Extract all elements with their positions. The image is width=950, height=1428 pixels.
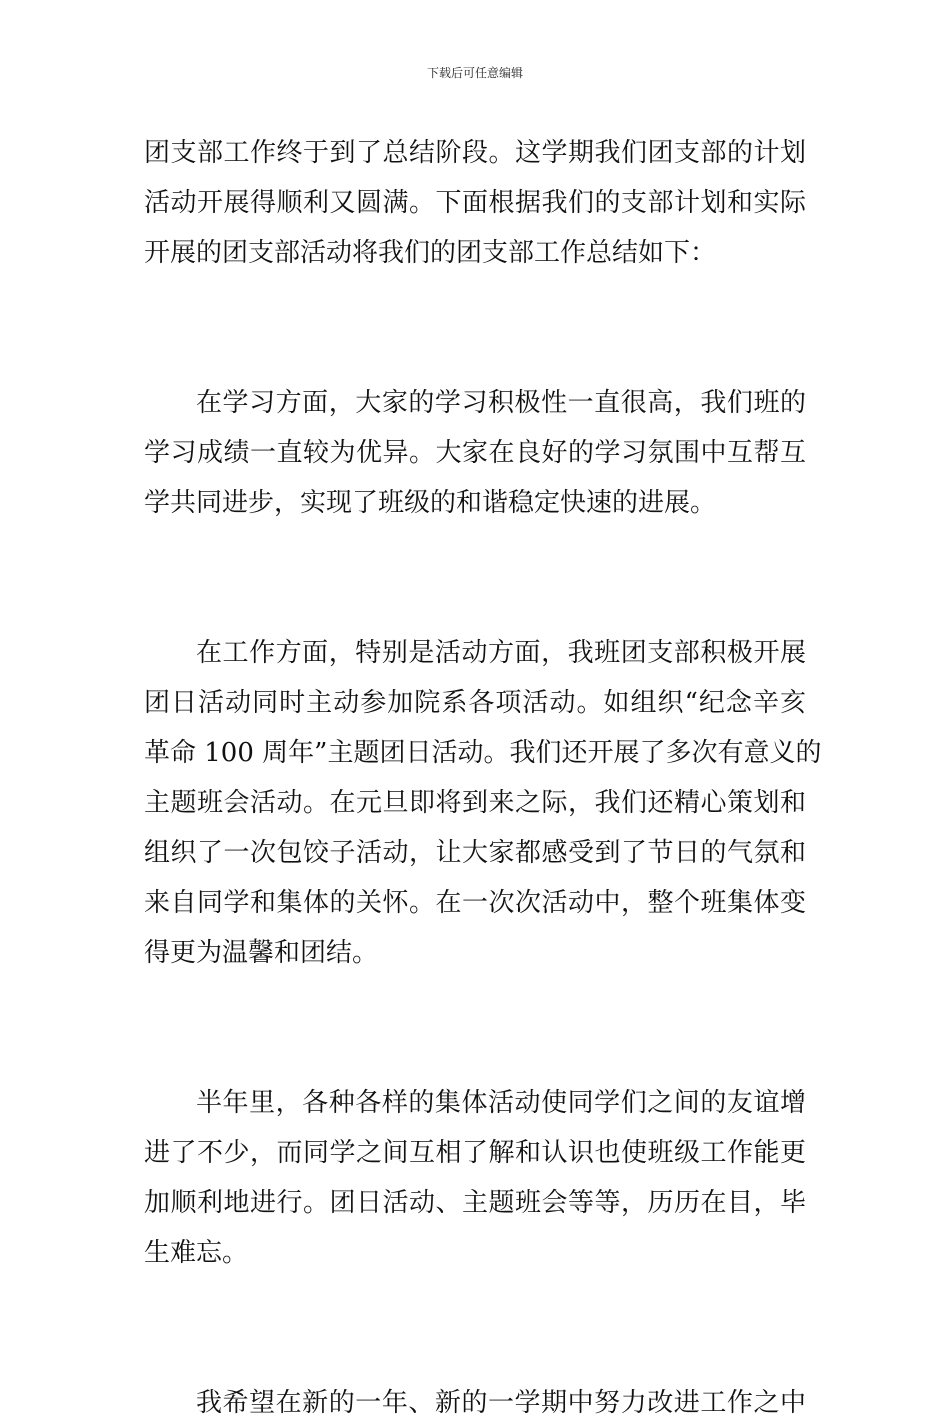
text-line: 加顺利地进行。团日活动、主题班会等等，历历在目，毕 [144,1188,806,1218]
document-body [144,128,822,1428]
text-line: 开展的团支部活动将我们的团支部工作总结如下： [144,238,717,268]
header-note: 下载后可任意编辑 [426,66,523,80]
text-line: 主题班会活动。在元旦即将到来之际，我们还精心策划和 [144,788,806,818]
text-line: 半年里，各种各样的集体活动使同学们之间的友谊增 [196,1088,806,1118]
paragraph-work [144,628,822,978]
paragraph-spacer [144,1278,806,1378]
paragraph-friendship [144,1078,806,1278]
text-line: 进了不少，而同学之间互相了解和认识也使班级工作能更 [144,1138,806,1168]
text-line: 革命 100 周年”主题团日活动。我们还开展了多次有意义的 [144,738,822,768]
text-line: 在学习方面，大家的学习积极性一直很高，我们班的 [196,388,806,418]
text-line: 学习成绩一直较为优异。大家在良好的学习氛围中互帮互 [144,438,806,468]
paragraph-spacer [144,278,806,378]
paragraph-study [144,378,806,528]
text-line: 我希望在新的一年、新的一学期中努力改进工作之中 [196,1388,806,1418]
text-line: 团日活动同时主动参加院系各项活动。如组织“纪念辛亥 [144,688,806,718]
paragraph-hope [144,1378,806,1428]
paragraph-intro [144,128,806,278]
text-line: 得更为温馨和团结。 [144,938,379,968]
text-line: 团支部工作终于到了总结阶段。这学期我们团支部的计划 [144,138,806,168]
paragraph-spacer [144,528,806,628]
text-line: 在工作方面，特别是活动方面，我班团支部积极开展 [196,638,806,668]
text-line: 活动开展得顺利又圆满。下面根据我们的支部计划和实际 [144,188,806,218]
text-line: 组织了一次包饺子活动，让大家都感受到了节日的气氛和 [144,838,806,868]
text-line: 生难忘。 [144,1238,249,1268]
text-line: 学共同进步，实现了班级的和谐稳定快速的进展。 [144,488,717,518]
text-line: 来自同学和集体的关怀。在一次次活动中，整个班集体变 [144,888,806,918]
paragraph-spacer [144,978,806,1078]
